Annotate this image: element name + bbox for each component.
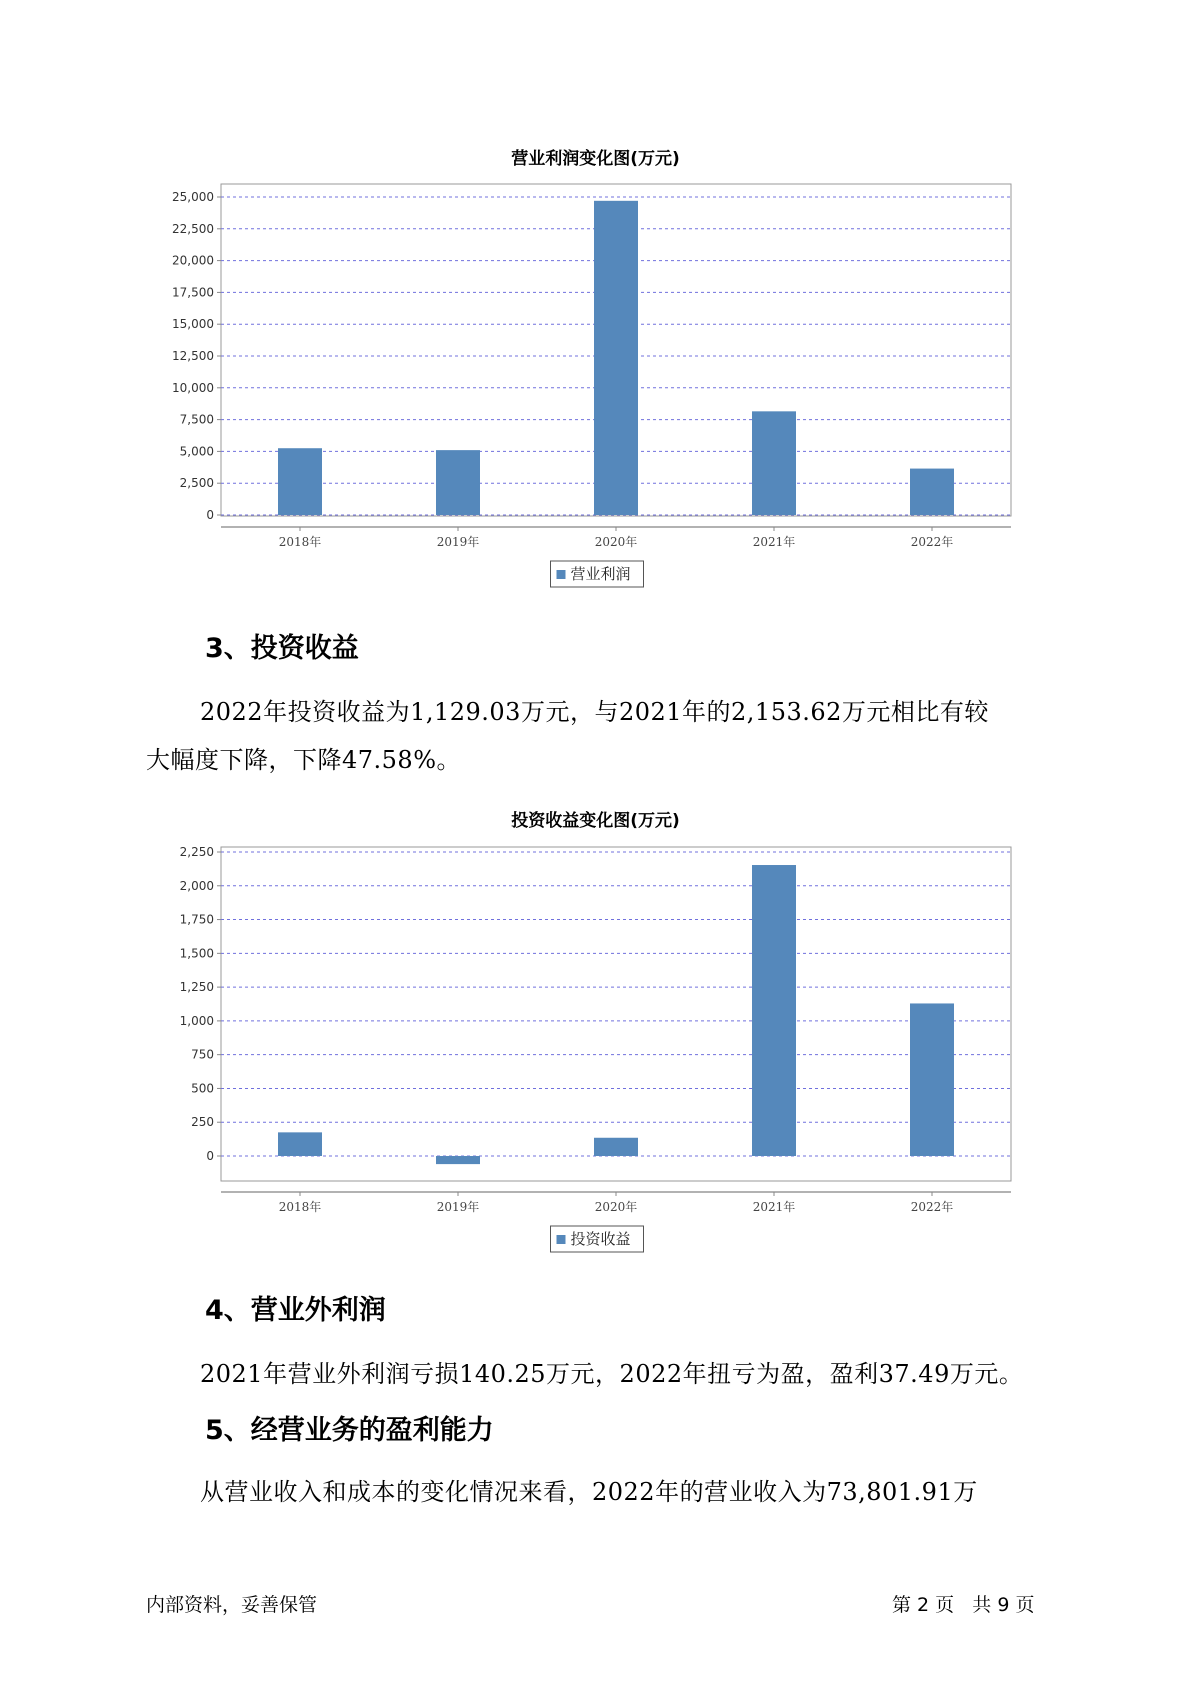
chart1-title: 营业利润变化图(万元) (511, 149, 680, 169)
bar-2020年 (594, 201, 638, 515)
chart2-title: 投资收益变化图(万元) (511, 811, 680, 831)
y-tick-label: 15,000 (172, 317, 214, 332)
section-3-heading: 3、投资收益 (205, 633, 359, 664)
y-tick-label: 1,000 (179, 1013, 214, 1028)
bar-2019年 (436, 450, 480, 515)
y-tick-label: 1,750 (179, 912, 214, 927)
y-tick-label: 1,500 (179, 946, 214, 961)
x-tick-label: 2022年 (910, 1200, 954, 1214)
y-tick-label: 1,250 (179, 980, 214, 995)
bar-2019年 (436, 1156, 480, 1164)
y-tick-label: 22,500 (172, 221, 214, 236)
legend-swatch (557, 570, 566, 579)
chart-legend (551, 1226, 644, 1252)
bar-2021年 (752, 411, 796, 515)
section-4-paragraph: 2021年营业外利润亏损140.25万元，2022年扭亏为盈，盈利37.49万元。 (200, 1360, 1024, 1388)
y-tick-label: 12,500 (172, 349, 214, 363)
legend-label: 投资收益 (570, 1230, 631, 1248)
legend-label: 营业利润 (570, 565, 631, 583)
y-tick-label: 0 (206, 1149, 214, 1163)
y-tick-label: 20,000 (172, 253, 214, 268)
y-tick-label: 0 (206, 508, 214, 522)
y-tick-label: 2,500 (179, 476, 214, 491)
section-3-paragraph-line2: 大幅度下降，下降47.58%。 (146, 746, 462, 774)
x-tick-label: 2020年 (594, 535, 638, 549)
x-tick-label: 2019年 (436, 535, 480, 549)
chart-legend (551, 561, 644, 587)
y-tick-label: 25,000 (172, 190, 214, 204)
section-5-paragraph: 从营业收入和成本的变化情况来看，2022年的营业收入为73,801.91万 (200, 1478, 978, 1506)
plot-area (221, 847, 1011, 1181)
bar-2022年 (910, 469, 954, 515)
x-tick-label: 2021年 (752, 535, 796, 549)
y-tick-label: 250 (191, 1115, 214, 1130)
y-tick-label: 5,000 (179, 444, 214, 459)
x-tick-label: 2021年 (752, 1200, 796, 1214)
y-tick-label: 2,250 (179, 845, 214, 859)
y-tick-label: 500 (191, 1081, 214, 1096)
bar-2018年 (278, 1132, 322, 1156)
x-tick-label: 2018年 (278, 1200, 322, 1214)
y-tick-label: 10,000 (172, 380, 214, 395)
x-tick-label: 2019年 (436, 1200, 480, 1214)
bar-2021年 (752, 865, 796, 1156)
x-tick-label: 2020年 (594, 1200, 638, 1214)
legend-swatch (557, 1235, 566, 1244)
x-tick-label: 2018年 (278, 535, 322, 549)
footer-page-number: 第 2 页 共 9 页 (892, 1594, 1035, 1616)
section-4-heading: 4、营业外利润 (205, 1295, 386, 1326)
footer-confidential-note: 内部资料，妥善保管 (146, 1594, 318, 1616)
bar-2018年 (278, 448, 322, 515)
investment-income-chart (0, 826, 1191, 1266)
y-tick-label: 750 (191, 1047, 214, 1062)
bar-2020年 (594, 1138, 638, 1156)
x-tick-label: 2022年 (910, 535, 954, 549)
y-tick-label: 17,500 (172, 285, 214, 300)
operating-profit-chart (0, 165, 1191, 600)
bar-2022年 (910, 1003, 954, 1156)
section-5-heading: 5、经营业务的盈利能力 (205, 1415, 494, 1446)
section-3-paragraph-line1: 2022年投资收益为1,129.03万元，与2021年的2,153.62万元相比有较 (200, 698, 989, 726)
y-tick-label: 7,500 (179, 412, 214, 427)
y-tick-label: 2,000 (179, 878, 214, 893)
